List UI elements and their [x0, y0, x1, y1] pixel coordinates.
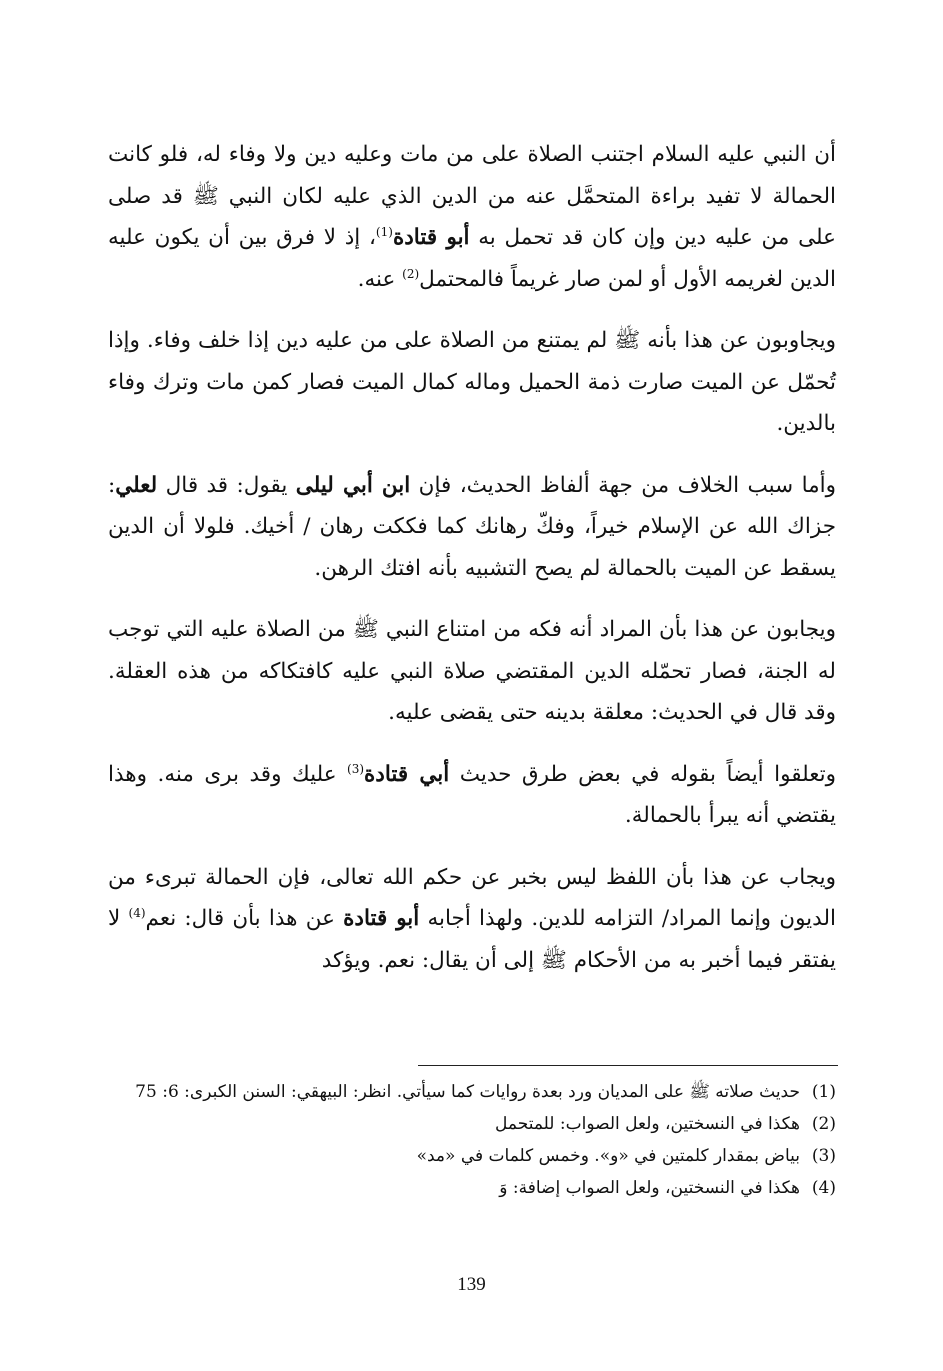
text-run: عن هذا بأن قال: نعم: [145, 906, 344, 931]
paragraph: [108, 134, 836, 300]
text-run: ويجابون عن هذا بأن المراد أنه فكه من امتناع النبي ﷺ من الصلاة عليه التي توجب له الجنة، فصار تحمّله الدين المقتضي صلاة النبي عليه كافتكاكه من هذه العقلة. وقد قال في الحديث: معلقة بدينه حتى يقضى عليه.: [108, 617, 836, 725]
text-run: ، إذ لا فرق بين أن يكون عليه الدين لغريمه الأول أو لمن صار غريماً فالمحتمل: [108, 225, 836, 292]
footnote-text: حديث صلاته ﷺ على المديان ورد بعدة روايات كما سيأتي. انظر: البيهقي: السنن الكبرى: 6: 75: [135, 1082, 800, 1102]
footnote-ref: (2): [402, 266, 420, 281]
text-run: ويجاوبون عن هذا بأنه ﷺ لم يمتنع من الصلاة على من عليه دين إذا خلف وفاء. وإذا تُحمّل عن الميت صارت ذمة الحميل وماله كمال الميت فصار كمن مات وترك وفاء بالدين.: [108, 328, 836, 436]
page-number: 139: [457, 1274, 486, 1295]
footnote-number: (3): [811, 1146, 836, 1166]
text-run: وأما سبب الخلاف من جهة ألفاظ الحديث، فإن: [410, 472, 837, 498]
footnote: [108, 1076, 836, 1108]
bold-name: أبي قتادة: [364, 761, 450, 787]
footnote-ref: (1): [375, 224, 393, 239]
text-run: ويجاب عن هذا بأن اللفظ ليس بخبر عن حكم الله تعالى، فإن الحمالة تبرىء من الديون وإنما المراد/ التزامه للدين. ولهذا أجابه: [108, 864, 836, 931]
footnote-ref: (3): [347, 761, 365, 776]
text-run: وتعلقوا أيضاً بقوله في بعض طرق حديث: [449, 761, 836, 787]
paragraph: [108, 754, 836, 837]
paragraph: [108, 609, 836, 734]
footnote: [108, 1108, 836, 1140]
bold-name: أبو قتادة: [392, 225, 470, 250]
text-run: عليك وقد برى منه. وهذا يقتضي أنه يبرأ بالحمالة.: [108, 761, 836, 828]
footnote-number: (2): [811, 1114, 836, 1134]
footnote-number: (4): [811, 1178, 836, 1198]
text-run: يقول: قد قال: [157, 472, 296, 498]
footnote-text: هكذا في النسختين، ولعل الصواب: للمتحمل: [495, 1114, 800, 1134]
paragraph: [108, 857, 836, 982]
bold-name: ابن أبي ليلى: [295, 472, 411, 498]
footnotes: [108, 1076, 836, 1204]
footnote-number: (1): [811, 1082, 836, 1102]
footnote-text: بياض بمقدار كلمتين في «و». وخمس كلمات في «مد»: [416, 1146, 800, 1166]
paragraph: [108, 465, 836, 590]
body-text: [108, 134, 836, 1001]
text-run: عنه.: [357, 266, 403, 292]
footnote: [108, 1140, 836, 1172]
bold-name: لعلي: [115, 472, 158, 498]
text-run: : جزاك الله عن الإسلام خيراً، وفكّ رهانك كما فككت رهان / أخيك. فلولا أن الدين يسقط عن الميت بالحمالة لم يصح التشبيه بأنه افتك الرهن.: [108, 472, 836, 581]
footnote: [108, 1172, 836, 1204]
paragraph: [108, 320, 836, 445]
footnote-divider: [418, 1065, 838, 1066]
text-run: أن النبي عليه السلام اجتنب الصلاة على من مات وعليه دين ولا وفاء له، فلو كانت الحمالة لا تفيد براءة المتحمَّل عنه من الدين الذي عليه لكان النبي ﷺ قد صلى على من عليه دين وإن كان قد تحمل به: [108, 142, 836, 250]
footnote-text: هكذا في النسختين، ولعل الصواب إضافة: وَ: [499, 1178, 800, 1198]
bold-name: أبو قتادة: [343, 906, 420, 931]
footnote-ref: (4): [128, 905, 146, 920]
text-run: لا يفتقر فيما أخبر به من الأحكام ﷺ إلى أن يقال: نعم. ويؤكد: [108, 906, 836, 973]
